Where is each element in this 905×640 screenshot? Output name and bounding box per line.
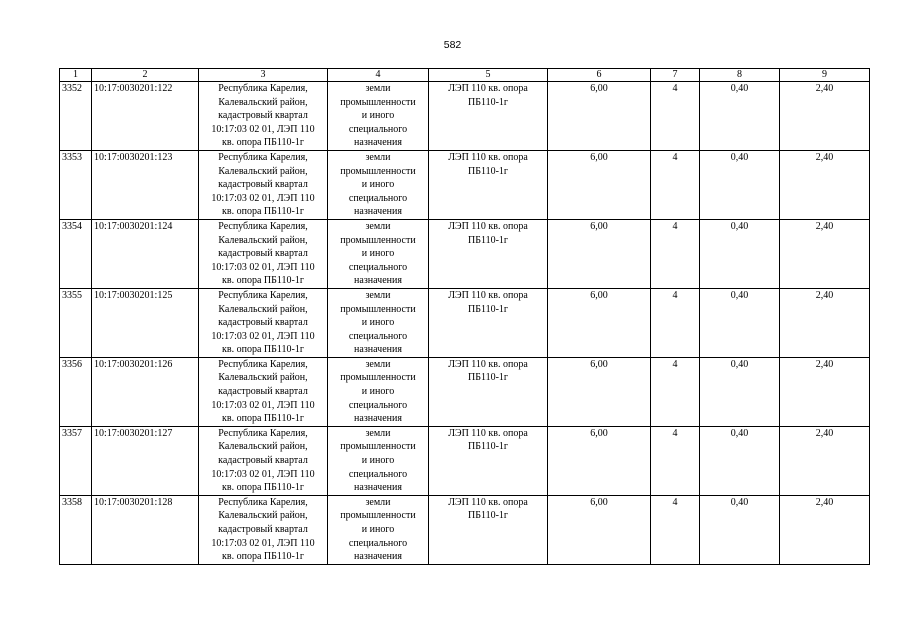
category-line: специального — [348, 399, 408, 411]
land-register-table — [59, 68, 870, 565]
location-line: Республика Карелия, — [218, 151, 308, 163]
value-cell-c9: 2,40 — [780, 495, 870, 564]
category-line: назначения — [354, 482, 402, 494]
land-category-cell — [328, 82, 429, 151]
object-line: ЛЭП 110 кв. опора — [448, 289, 528, 301]
value-cell-c6: 6,00 — [548, 219, 651, 288]
location-cell — [199, 357, 328, 426]
cadastral-number-cell: 10:17:0030201:122 — [92, 82, 199, 151]
row-number-cell: 3358 — [60, 495, 92, 564]
category-line: промышленности — [340, 372, 416, 384]
value-cell-c7: 4 — [651, 219, 700, 288]
object-cell — [429, 426, 548, 495]
category-line: назначения — [354, 275, 402, 287]
value-cell-c8: 0,40 — [700, 495, 780, 564]
location-line: кв. опора ПБ110-1г — [222, 482, 304, 494]
location-line: Республика Карелия, — [218, 496, 308, 508]
object-line: ПБ110-1г — [467, 441, 509, 453]
category-line: назначения — [354, 206, 402, 218]
cadastral-number-cell: 10:17:0030201:124 — [92, 219, 199, 288]
object-line: ЛЭП 110 кв. опора — [448, 220, 528, 232]
cadastral-number-cell: 10:17:0030201:123 — [92, 150, 199, 219]
land-category-cell — [328, 495, 429, 564]
value-cell-c6: 6,00 — [548, 357, 651, 426]
location-line: кадастровый квартал — [218, 317, 308, 329]
location-line: кадастровый квартал — [218, 455, 308, 467]
row-number-cell: 3356 — [60, 357, 92, 426]
category-line: и иного — [361, 110, 395, 122]
object-cell — [429, 150, 548, 219]
category-line: промышленности — [340, 165, 416, 177]
value-cell-c9: 2,40 — [780, 219, 870, 288]
category-line: назначения — [354, 413, 402, 425]
category-line: и иного — [361, 524, 395, 535]
land-category-cell — [328, 426, 429, 495]
category-line: промышленности — [340, 303, 416, 315]
land-category-cell — [328, 357, 429, 426]
value-cell-c9: 2,40 — [780, 150, 870, 219]
column-header: 5 — [429, 69, 548, 82]
location-line: 10:17:03 02 01, ЛЭП 110 — [211, 192, 315, 204]
column-header: 4 — [328, 69, 429, 82]
location-cell — [199, 82, 328, 151]
object-line: ПБ110-1г — [467, 96, 509, 108]
value-cell-c8: 0,40 — [700, 426, 780, 495]
cadastral-number-cell: 10:17:0030201:125 — [92, 288, 199, 357]
land-category-cell — [328, 150, 429, 219]
object-line: ЛЭП 110 кв. опора — [448, 151, 528, 163]
category-line: специального — [348, 468, 408, 480]
column-header: 3 — [199, 69, 328, 82]
row-number-cell: 3355 — [60, 288, 92, 357]
value-cell-c6: 6,00 — [548, 426, 651, 495]
table-row — [60, 288, 870, 357]
category-line: назначения — [354, 344, 402, 356]
object-line: ЛЭП 110 кв. опора — [448, 427, 528, 439]
location-line: 10:17:03 02 01, ЛЭП 110 — [211, 537, 315, 549]
column-header: 9 — [780, 69, 870, 82]
location-cell — [199, 219, 328, 288]
object-line: ПБ110-1г — [467, 234, 509, 246]
value-cell-c8: 0,40 — [700, 82, 780, 151]
value-cell-c6: 6,00 — [548, 288, 651, 357]
table-header-row — [60, 69, 870, 82]
column-header: 7 — [651, 69, 700, 82]
location-line: кв. опора ПБ110-1г — [222, 137, 304, 149]
value-cell-c9: 2,40 — [780, 288, 870, 357]
value-cell-c7: 4 — [651, 357, 700, 426]
object-line: ПБ110-1г — [467, 510, 509, 522]
object-line: ПБ110-1г — [467, 372, 509, 384]
category-line: промышленности — [340, 234, 416, 246]
column-header: 8 — [700, 69, 780, 82]
object-cell — [429, 357, 548, 426]
value-cell-c6: 6,00 — [548, 495, 651, 564]
value-cell-c7: 4 — [651, 82, 700, 151]
category-line: промышленности — [340, 441, 416, 453]
value-cell-c7: 4 — [651, 288, 700, 357]
location-cell — [199, 150, 328, 219]
location-line: кадастровый квартал — [218, 179, 308, 191]
category-line: земли — [365, 83, 391, 94]
table-row — [60, 357, 870, 426]
value-cell-c6: 6,00 — [548, 150, 651, 219]
location-line: кв. опора ПБ110-1г — [222, 206, 304, 218]
value-cell-c9: 2,40 — [780, 357, 870, 426]
value-cell-c7: 4 — [651, 150, 700, 219]
category-line: назначения — [354, 137, 402, 149]
value-cell-c7: 4 — [651, 495, 700, 564]
location-line: Республика Карелия, — [218, 83, 308, 94]
location-line: Республика Карелия, — [218, 289, 308, 301]
location-line: Калевальский район, — [218, 165, 308, 177]
category-line: специального — [348, 537, 408, 549]
category-line: специального — [348, 123, 408, 135]
cadastral-number-cell: 10:17:0030201:128 — [92, 495, 199, 564]
category-line: земли — [365, 427, 391, 439]
category-line: и иного — [361, 317, 395, 329]
land-category-cell — [328, 288, 429, 357]
category-line: и иного — [361, 386, 395, 398]
location-cell — [199, 288, 328, 357]
location-line: Республика Карелия, — [218, 220, 308, 232]
location-line: 10:17:03 02 01, ЛЭП 110 — [211, 399, 315, 411]
value-cell-c8: 0,40 — [700, 357, 780, 426]
column-header: 6 — [548, 69, 651, 82]
category-line: специального — [348, 330, 408, 342]
object-cell — [429, 495, 548, 564]
location-line: Калевальский район, — [218, 510, 308, 522]
location-line: кадастровый квартал — [218, 524, 308, 535]
value-cell-c6: 6,00 — [548, 82, 651, 151]
row-number-cell: 3354 — [60, 219, 92, 288]
table-row — [60, 426, 870, 495]
category-line: земли — [365, 358, 391, 370]
location-line: 10:17:03 02 01, ЛЭП 110 — [211, 123, 315, 135]
object-line: ЛЭП 110 кв. опора — [448, 496, 528, 508]
category-line: специального — [348, 261, 408, 273]
location-line: кв. опора ПБ110-1г — [222, 551, 304, 563]
value-cell-c9: 2,40 — [780, 426, 870, 495]
category-line: земли — [365, 220, 391, 232]
location-line: Калевальский район, — [218, 303, 308, 315]
row-number-cell: 3353 — [60, 150, 92, 219]
category-line: и иного — [361, 179, 395, 191]
column-header: 1 — [60, 69, 92, 82]
location-line: кадастровый квартал — [218, 386, 308, 398]
location-line: Республика Карелия, — [218, 427, 308, 439]
location-line: кв. опора ПБ110-1г — [222, 275, 304, 287]
table-row — [60, 219, 870, 288]
location-line: кадастровый квартал — [218, 248, 308, 260]
row-number-cell: 3352 — [60, 82, 92, 151]
table-body — [60, 82, 870, 565]
cadastral-number-cell: 10:17:0030201:127 — [92, 426, 199, 495]
object-line: ЛЭП 110 кв. опора — [448, 83, 528, 94]
location-line: 10:17:03 02 01, ЛЭП 110 — [211, 330, 315, 342]
category-line: земли — [365, 289, 391, 301]
cadastral-number-cell: 10:17:0030201:126 — [92, 357, 199, 426]
object-cell — [429, 82, 548, 151]
object-line: ЛЭП 110 кв. опора — [448, 358, 528, 370]
table-row — [60, 150, 870, 219]
location-line: 10:17:03 02 01, ЛЭП 110 — [211, 468, 315, 480]
object-line: ПБ110-1г — [467, 303, 509, 315]
category-line: промышленности — [340, 510, 416, 522]
land-category-cell — [328, 219, 429, 288]
column-header: 2 — [92, 69, 199, 82]
location-line: Калевальский район, — [218, 441, 308, 453]
table-row — [60, 82, 870, 151]
object-cell — [429, 288, 548, 357]
location-line: кадастровый квартал — [218, 110, 308, 122]
category-line: земли — [365, 151, 391, 163]
category-line: назначения — [354, 551, 402, 563]
category-line: специального — [348, 192, 408, 204]
location-line: Республика Карелия, — [218, 358, 308, 370]
category-line: и иного — [361, 248, 395, 260]
table-row — [60, 495, 870, 564]
object-cell — [429, 219, 548, 288]
row-number-cell: 3357 — [60, 426, 92, 495]
location-line: Калевальский район, — [218, 96, 308, 108]
category-line: промышленности — [340, 96, 416, 108]
location-cell — [199, 495, 328, 564]
value-cell-c9: 2,40 — [780, 82, 870, 151]
location-line: Калевальский район, — [218, 372, 308, 384]
value-cell-c8: 0,40 — [700, 150, 780, 219]
location-line: 10:17:03 02 01, ЛЭП 110 — [211, 261, 315, 273]
object-line: ПБ110-1г — [467, 165, 509, 177]
location-line: кв. опора ПБ110-1г — [222, 344, 304, 356]
location-cell — [199, 426, 328, 495]
category-line: земли — [365, 496, 391, 508]
location-line: Калевальский район, — [218, 234, 308, 246]
category-line: и иного — [361, 455, 395, 467]
page-number: 582 — [443, 39, 462, 51]
value-cell-c8: 0,40 — [700, 219, 780, 288]
location-line: кв. опора ПБ110-1г — [222, 413, 304, 425]
value-cell-c8: 0,40 — [700, 288, 780, 357]
value-cell-c7: 4 — [651, 426, 700, 495]
